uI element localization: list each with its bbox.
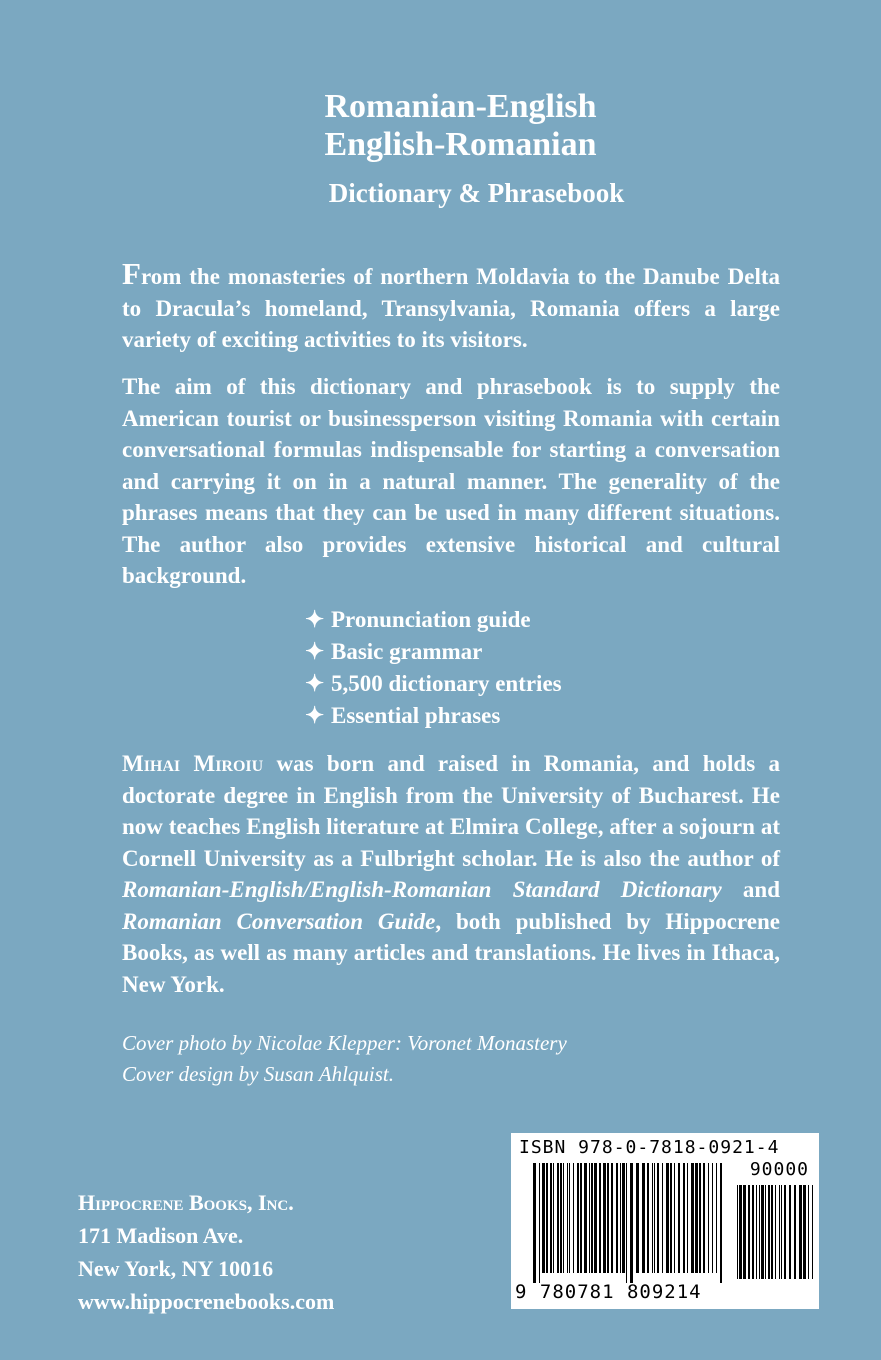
barcode-bar xyxy=(577,1163,579,1273)
barcode-bar xyxy=(589,1163,590,1273)
design-credit: Cover design by Susan Ahlquist. xyxy=(122,1062,395,1086)
author-book-2: Romanian Conversation Guide xyxy=(122,908,436,934)
publisher-city: New York, NY 10016 xyxy=(78,1256,274,1281)
author-book-1: Romanian-English/English-Romanian Standard Dictionary xyxy=(122,877,722,902)
barcode-bar xyxy=(620,1163,621,1273)
barcode-bar xyxy=(808,1185,809,1279)
title-line-1: Romanian-English xyxy=(324,88,597,125)
barcode-bar xyxy=(539,1163,540,1283)
barcode-bar xyxy=(678,1163,680,1273)
feature-item xyxy=(305,636,562,668)
barcode-bar xyxy=(768,1185,770,1279)
barcode-bar xyxy=(567,1163,568,1273)
barcode-bar xyxy=(775,1185,776,1279)
feature-item xyxy=(305,700,562,732)
barcode-bar xyxy=(765,1185,766,1279)
barcode-bar xyxy=(703,1163,705,1273)
barcode-bar xyxy=(666,1163,669,1273)
aim-paragraph: The aim of this dictionary and phrasebook is to supply the American tourist or businessperson visiting Romania with certain conversational formulas indispensable for starting a conversation and carrying it on in a natural manner. The generality of the phrases means that they can be used in many different situations. The author also provides extensive historical and cultural background. xyxy=(122,374,780,588)
barcode-bar xyxy=(759,1185,760,1279)
publisher-street: 171 Madison Ave. xyxy=(78,1223,244,1248)
barcode-bar xyxy=(647,1163,649,1273)
barcode-bar xyxy=(652,1163,653,1273)
feature-item xyxy=(305,604,562,636)
barcode-bar xyxy=(630,1163,633,1283)
barcode-bar xyxy=(781,1185,782,1279)
barcode-bar xyxy=(779,1185,780,1279)
star-bullet-icon: ✦ xyxy=(305,703,325,728)
barcode-bar xyxy=(642,1163,645,1273)
barcode-bar xyxy=(594,1163,597,1273)
barcode-bar xyxy=(553,1163,554,1273)
barcode-bar xyxy=(622,1163,625,1273)
title-line-2: English-Romanian xyxy=(324,126,597,163)
barcode-bar xyxy=(789,1185,791,1279)
barcode-bar xyxy=(794,1185,796,1279)
feature-item xyxy=(305,668,562,700)
author-bio xyxy=(122,748,780,1000)
barcode-bar xyxy=(761,1185,764,1279)
author-bio-text-2: and xyxy=(721,877,780,902)
barcode-bar xyxy=(756,1185,757,1279)
subtitle: Dictionary & Phrasebook xyxy=(328,178,625,208)
publisher-name: Hippocrene Books, Inc. xyxy=(78,1190,294,1215)
barcode-bar xyxy=(662,1163,663,1273)
barcode-bar xyxy=(636,1163,639,1273)
star-bullet-icon: ✦ xyxy=(305,639,325,664)
barcode-bar xyxy=(670,1163,672,1273)
photo-credit: Cover photo by Nicolae Klepper: Voronet Monastery xyxy=(122,1031,567,1055)
barcode-bar xyxy=(784,1185,786,1279)
barcode-bar xyxy=(771,1185,773,1279)
author-name: Mihai Miroiu xyxy=(122,751,264,776)
feature-label: Essential phrases xyxy=(331,703,501,728)
barcode-bar xyxy=(611,1163,613,1273)
barcode-bar xyxy=(683,1163,685,1273)
barcode-bar xyxy=(533,1163,536,1283)
barcode-addon-number: 90000 xyxy=(749,1159,809,1180)
barcode-bar xyxy=(699,1163,701,1273)
barcode-bar xyxy=(626,1163,627,1283)
isbn-barcode xyxy=(511,1133,819,1309)
cover-credits xyxy=(122,1028,567,1090)
barcode-bar xyxy=(542,1163,545,1273)
author-bio-text-1: was born and raised in Romania, and holds a doctorate degree in English from the University of Bucharest. He now teaches English literature at Elmira College, after a sojourn at Cornell University as a Fulbright scholar. He is also the author of xyxy=(122,751,780,871)
barcode-bar xyxy=(687,1163,688,1273)
isbn-number: ISBN 978-0-7818-0921-4 xyxy=(519,1137,780,1158)
title-block xyxy=(0,88,881,209)
barcode-bar xyxy=(563,1163,564,1273)
ean-digits: 9 780781 809214 xyxy=(515,1281,702,1303)
barcode-bar xyxy=(569,1163,570,1273)
barcode-bar xyxy=(712,1163,713,1273)
barcode-bar xyxy=(591,1163,593,1273)
barcode-bar xyxy=(716,1163,717,1273)
barcode-bar xyxy=(720,1163,722,1283)
intro-dropcap: F xyxy=(122,256,141,291)
star-bullet-icon: ✦ xyxy=(305,607,325,632)
barcode-bar xyxy=(695,1163,698,1273)
barcode-bar xyxy=(657,1163,659,1273)
barcode-bar xyxy=(743,1185,746,1279)
barcode-bar xyxy=(580,1163,582,1273)
barcode-bar xyxy=(654,1163,655,1273)
publisher-website: www.hippocrenebooks.com xyxy=(78,1289,335,1314)
barcode-bar xyxy=(799,1185,802,1279)
barcode-bar xyxy=(584,1163,587,1273)
barcode-bar xyxy=(708,1163,709,1273)
barcode-bar xyxy=(573,1163,574,1273)
barcode-bar xyxy=(803,1185,806,1279)
star-bullet-icon: ✦ xyxy=(305,671,325,696)
barcode-bar xyxy=(691,1163,694,1273)
intro-text: rom the monasteries of northern Moldavia to the Danube Delta to Dracula’s homeland, Transylvania, Romania offers a large variety of exciting activities to its visitors. xyxy=(122,264,780,352)
barcode-bar xyxy=(599,1163,601,1273)
feature-label: Basic grammar xyxy=(331,639,483,664)
intro-paragraph xyxy=(122,258,780,356)
publisher-block xyxy=(78,1186,334,1318)
barcode-bar xyxy=(674,1163,675,1273)
barcode-bar xyxy=(557,1163,559,1273)
barcode-bar xyxy=(607,1163,609,1273)
barcode-bar xyxy=(616,1163,618,1273)
barcode-bar xyxy=(550,1163,552,1273)
barcode-bar xyxy=(603,1163,606,1273)
barcode-bar xyxy=(560,1163,562,1273)
barcode-bar xyxy=(752,1185,754,1279)
features-list xyxy=(305,604,562,732)
barcode-bar xyxy=(748,1185,750,1279)
feature-label: Pronunciation guide xyxy=(331,607,531,632)
feature-label: 5,500 dictionary entries xyxy=(331,671,562,696)
author-bio-text-3: , both published by Hippocrene Books, as well as many articles and translations. He lives in Ithaca, New York. xyxy=(122,908,780,997)
barcode-bar xyxy=(812,1185,813,1279)
barcode-bar xyxy=(739,1185,742,1279)
barcode-bar xyxy=(737,1185,738,1279)
barcode-bar xyxy=(546,1163,548,1273)
